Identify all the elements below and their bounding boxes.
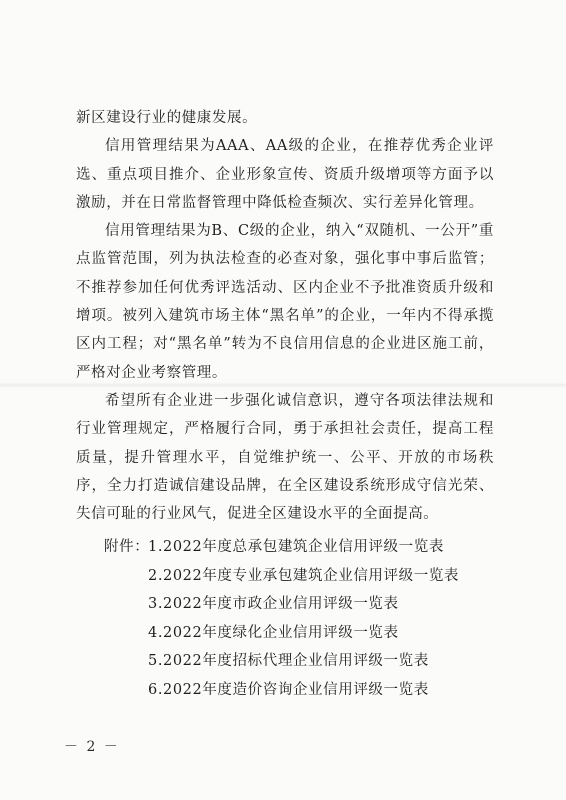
attachments-list xyxy=(104,533,459,705)
attachment-item xyxy=(104,533,459,562)
attachment-item-text: 4.2022年度绿化企业信用评级一览表 xyxy=(148,624,399,641)
attachment-item-text: 6.2022年度造价咨询企业信用评级一览表 xyxy=(148,681,429,698)
attachment-item xyxy=(104,619,459,648)
attachment-item-text: 1.2022年度总承包建筑企业信用评级一览表 xyxy=(148,539,444,555)
document-body xyxy=(76,104,494,528)
attachment-item-text: 3.2022年度市政企业信用评级一览表 xyxy=(148,596,399,613)
attachment-item-text: 2.2022年度专业承包建筑企业信用评级一览表 xyxy=(148,567,460,584)
paragraph-appeal: 希望所有企业进一步强化诚信意识，遵守各项法律法规和行业管理规定，严格履行合同，勇于承担社会责任，提高工程质量，提升管理水平，自觉维护统一、公平、开放的市场秩序，全力打造诚信建设品牌，在全区建设系统形成守信光荣、失信可耻的行业风气，促进全区建设水平的全面提高。 xyxy=(76,392,494,523)
page-number: － 2 － xyxy=(64,739,120,755)
attachment-item xyxy=(104,647,459,676)
attachment-item-text: 5.2022年度招标代理企业信用评级一览表 xyxy=(148,653,429,670)
attachment-item xyxy=(104,562,459,591)
attachments-label: 附件： xyxy=(104,539,150,555)
attachment-item xyxy=(104,676,459,705)
attachment-item xyxy=(104,590,459,619)
paragraph-supervision: 信用管理结果为B、C级的企业，纳入“双随机、一公开”重点监管范围，列为执法检查的必查对象，强化事中事后监管；不推荐参加任何优秀评选活动、区内企业不予批准资质升级和增项。被列入建筑市场主体“黑名单”的企业，一年内不得承揽区内工程；对“黑名单”转为不良信用信息的企业进区施工前，严格对企业考察管理。 xyxy=(76,223,494,381)
paragraph-incentive: 信用管理结果为AAA、AA级的企业，在推荐优秀企业评选、重点项目推介、企业形象宣传、资质升级增项等方面予以激励，并在日常监督管理中降低检查频次、实行差异化管理。 xyxy=(76,138,494,211)
paragraph-continuation: 新区建设行业的健康发展。 xyxy=(76,110,258,126)
